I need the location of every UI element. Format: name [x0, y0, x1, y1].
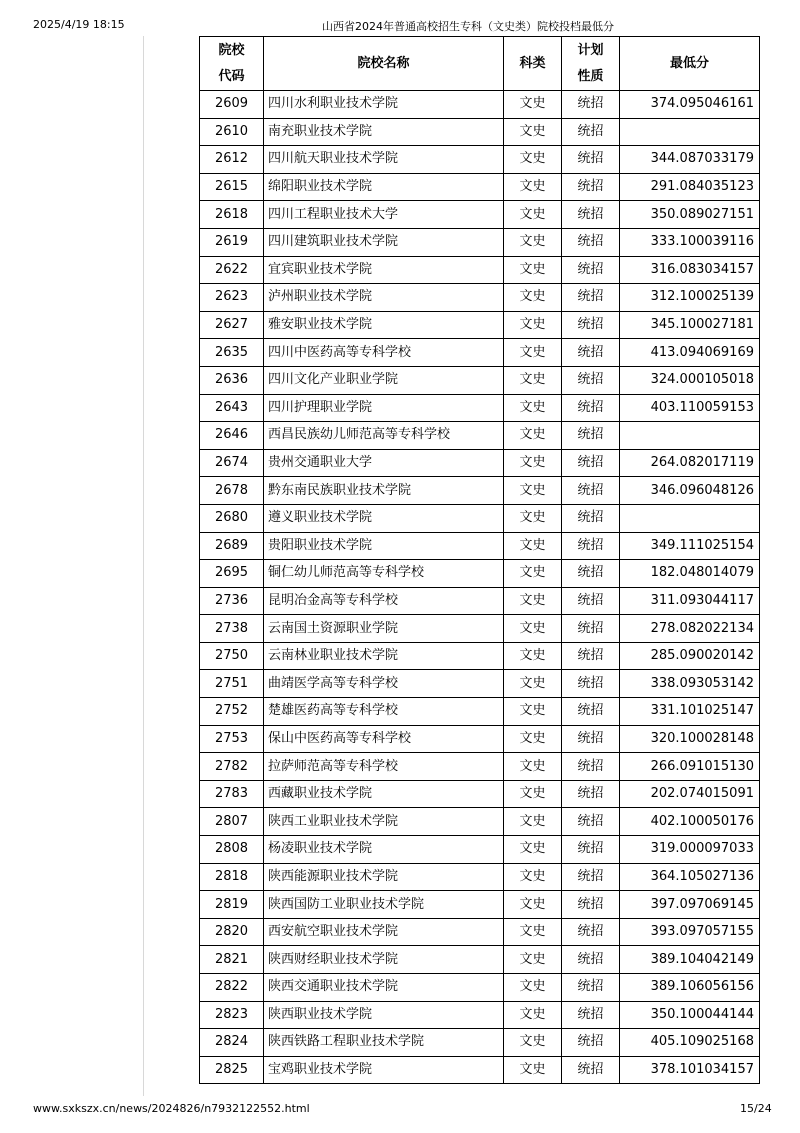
cell-college-name: 陕西交通职业技术学院	[264, 974, 504, 1002]
column-header-text: 院校	[218, 42, 245, 58]
cell-college-code: 2824	[200, 1029, 264, 1057]
table-row	[200, 1029, 760, 1057]
cell-college-code: 2825	[200, 1056, 264, 1084]
cell-plan-type: 统招	[562, 146, 620, 174]
cell-college-name: 西昌民族幼儿师范高等专科学校	[264, 422, 504, 450]
cell-plan-type: 统招	[562, 504, 620, 532]
cell-college-code: 2680	[200, 504, 264, 532]
cell-plan-type: 统招	[562, 311, 620, 339]
cell-college-name: 西藏职业技术学院	[264, 780, 504, 808]
cell-college-code: 2820	[200, 918, 264, 946]
cell-subject-category: 文史	[504, 918, 562, 946]
cell-subject-category: 文史	[504, 670, 562, 698]
cell-college-code: 2610	[200, 118, 264, 146]
cell-college-code: 2695	[200, 560, 264, 588]
cell-plan-type: 统招	[562, 808, 620, 836]
table-row	[200, 339, 760, 367]
cell-subject-category: 文史	[504, 201, 562, 229]
cell-plan-type: 统招	[562, 1056, 620, 1084]
cell-plan-type: 统招	[562, 449, 620, 477]
table-row	[200, 725, 760, 753]
cell-plan-type: 统招	[562, 173, 620, 201]
table-row	[200, 863, 760, 891]
cell-plan-type: 统招	[562, 698, 620, 726]
cell-min-score: 403.110059153	[620, 394, 760, 422]
cell-min-score: 278.082022134	[620, 615, 760, 643]
cell-subject-category: 文史	[504, 560, 562, 588]
table-row	[200, 477, 760, 505]
cell-college-name: 陕西职业技术学院	[264, 1001, 504, 1029]
cell-college-name: 宝鸡职业技术学院	[264, 1056, 504, 1084]
cell-min-score	[620, 118, 760, 146]
cell-college-code: 2636	[200, 366, 264, 394]
cell-subject-category: 文史	[504, 863, 562, 891]
cell-plan-type: 统招	[562, 615, 620, 643]
cell-college-name: 四川工程职业技术大学	[264, 201, 504, 229]
cell-min-score: 331.101025147	[620, 698, 760, 726]
cell-college-name: 云南国土资源职业学院	[264, 615, 504, 643]
table-row	[200, 201, 760, 229]
page-title: 山西省2024年普通高校招生专科（文史类）院校投档最低分	[322, 20, 614, 33]
cell-min-score: 413.094069169	[620, 339, 760, 367]
column-header-plan-type	[562, 37, 620, 91]
cell-subject-category: 文史	[504, 780, 562, 808]
cell-min-score: 402.100050176	[620, 808, 760, 836]
cell-college-code: 2674	[200, 449, 264, 477]
cell-min-score: 393.097057155	[620, 918, 760, 946]
cell-college-name: 昆明冶金高等专科学校	[264, 587, 504, 615]
cell-subject-category: 文史	[504, 587, 562, 615]
cell-college-name: 南充职业技术学院	[264, 118, 504, 146]
table-header-row	[200, 37, 760, 91]
cell-min-score: 374.095046161	[620, 91, 760, 119]
cell-min-score: 311.093044117	[620, 587, 760, 615]
cell-subject-category: 文史	[504, 725, 562, 753]
cell-college-code: 2609	[200, 91, 264, 119]
cell-plan-type: 统招	[562, 670, 620, 698]
cell-college-code: 2622	[200, 256, 264, 284]
table-row	[200, 642, 760, 670]
cell-college-name: 陕西国防工业职业技术学院	[264, 891, 504, 919]
column-header-text: 计划	[577, 42, 604, 58]
cell-college-code: 2618	[200, 201, 264, 229]
cell-college-code: 2615	[200, 173, 264, 201]
page-number: 15/24	[740, 1102, 772, 1115]
cell-min-score: 291.084035123	[620, 173, 760, 201]
cell-subject-category: 文史	[504, 118, 562, 146]
cell-college-code: 2678	[200, 477, 264, 505]
cell-min-score: 264.082017119	[620, 449, 760, 477]
cell-subject-category: 文史	[504, 808, 562, 836]
table-body	[200, 91, 760, 1084]
cell-subject-category: 文史	[504, 753, 562, 781]
cell-min-score: 350.100044144	[620, 1001, 760, 1029]
cell-college-code: 2783	[200, 780, 264, 808]
table-row	[200, 698, 760, 726]
cell-college-name: 陕西铁路工程职业技术学院	[264, 1029, 504, 1057]
cell-subject-category: 文史	[504, 339, 562, 367]
table-row	[200, 946, 760, 974]
cell-min-score: 316.083034157	[620, 256, 760, 284]
cell-subject-category: 文史	[504, 1001, 562, 1029]
cell-college-name: 曲靖医学高等专科学校	[264, 670, 504, 698]
admission-score-table	[199, 36, 760, 1084]
cell-plan-type: 统招	[562, 532, 620, 560]
column-header-text: 院校名称	[357, 55, 410, 71]
cell-min-score: 319.000097033	[620, 836, 760, 864]
cell-college-code: 2821	[200, 946, 264, 974]
cell-min-score: 364.105027136	[620, 863, 760, 891]
cell-subject-category: 文史	[504, 284, 562, 312]
cell-min-score: 389.106056156	[620, 974, 760, 1002]
cell-college-code: 2808	[200, 836, 264, 864]
cell-min-score: 344.087033179	[620, 146, 760, 174]
cell-plan-type: 统招	[562, 587, 620, 615]
cell-subject-category: 文史	[504, 891, 562, 919]
cell-plan-type: 统招	[562, 560, 620, 588]
cell-subject-category: 文史	[504, 974, 562, 1002]
table-row	[200, 366, 760, 394]
cell-subject-category: 文史	[504, 394, 562, 422]
cell-plan-type: 统招	[562, 1029, 620, 1057]
cell-college-name: 四川护理职业学院	[264, 394, 504, 422]
cell-subject-category: 文史	[504, 642, 562, 670]
cell-plan-type: 统招	[562, 256, 620, 284]
column-header-text: 代码	[218, 68, 245, 84]
cell-college-name: 楚雄医药高等专科学校	[264, 698, 504, 726]
column-header-text: 性质	[577, 68, 604, 84]
cell-min-score: 389.104042149	[620, 946, 760, 974]
cell-subject-category: 文史	[504, 422, 562, 450]
column-header-min-score	[620, 37, 760, 91]
cell-college-name: 云南林业职业技术学院	[264, 642, 504, 670]
cell-subject-category: 文史	[504, 91, 562, 119]
cell-college-code: 2627	[200, 311, 264, 339]
cell-college-name: 保山中医药高等专科学校	[264, 725, 504, 753]
cell-college-name: 宜宾职业技术学院	[264, 256, 504, 284]
table-row	[200, 422, 760, 450]
cell-college-name: 杨凌职业技术学院	[264, 836, 504, 864]
table-row	[200, 587, 760, 615]
cell-college-name: 贵阳职业技术学院	[264, 532, 504, 560]
cell-subject-category: 文史	[504, 836, 562, 864]
cell-min-score: 405.109025168	[620, 1029, 760, 1057]
table-row	[200, 311, 760, 339]
cell-subject-category: 文史	[504, 615, 562, 643]
cell-plan-type: 统招	[562, 836, 620, 864]
cell-college-name: 陕西财经职业技术学院	[264, 946, 504, 974]
cell-college-name: 西安航空职业技术学院	[264, 918, 504, 946]
cell-plan-type: 统招	[562, 1001, 620, 1029]
cell-subject-category: 文史	[504, 477, 562, 505]
cell-college-name: 陕西能源职业技术学院	[264, 863, 504, 891]
print-datetime: 2025/4/19 18:15	[33, 18, 125, 31]
cell-college-name: 陕西工业职业技术学院	[264, 808, 504, 836]
cell-college-code: 2689	[200, 532, 264, 560]
cell-min-score: 338.093053142	[620, 670, 760, 698]
cell-plan-type: 统招	[562, 422, 620, 450]
table-row	[200, 284, 760, 312]
cell-college-code: 2819	[200, 891, 264, 919]
cell-college-code: 2823	[200, 1001, 264, 1029]
cell-min-score: 285.090020142	[620, 642, 760, 670]
cell-college-code: 2753	[200, 725, 264, 753]
cell-plan-type: 统招	[562, 201, 620, 229]
cell-plan-type: 统招	[562, 477, 620, 505]
cell-college-name: 拉萨师范高等专科学校	[264, 753, 504, 781]
cell-college-code: 2736	[200, 587, 264, 615]
cell-subject-category: 文史	[504, 311, 562, 339]
table-row	[200, 146, 760, 174]
cell-college-code: 2738	[200, 615, 264, 643]
cell-subject-category: 文史	[504, 946, 562, 974]
table-row	[200, 615, 760, 643]
cell-college-name: 遵义职业技术学院	[264, 504, 504, 532]
column-header-college-name	[264, 37, 504, 91]
cell-college-name: 泸州职业技术学院	[264, 284, 504, 312]
cell-min-score: 397.097069145	[620, 891, 760, 919]
table-row	[200, 504, 760, 532]
cell-college-code: 2750	[200, 642, 264, 670]
cell-college-name: 铜仁幼儿师范高等专科学校	[264, 560, 504, 588]
cell-plan-type: 统招	[562, 339, 620, 367]
table-row	[200, 532, 760, 560]
column-header-subject-category	[504, 37, 562, 91]
table-row	[200, 394, 760, 422]
cell-subject-category: 文史	[504, 366, 562, 394]
column-header-text: 最低分	[669, 55, 709, 71]
cell-college-code: 2751	[200, 670, 264, 698]
cell-min-score: 349.111025154	[620, 532, 760, 560]
cell-plan-type: 统招	[562, 946, 620, 974]
cell-plan-type: 统招	[562, 918, 620, 946]
cell-college-code: 2623	[200, 284, 264, 312]
cell-college-code: 2643	[200, 394, 264, 422]
cell-subject-category: 文史	[504, 1029, 562, 1057]
cell-college-code: 2752	[200, 698, 264, 726]
cell-min-score: 345.100027181	[620, 311, 760, 339]
cell-college-code: 2635	[200, 339, 264, 367]
cell-plan-type: 统招	[562, 863, 620, 891]
cell-subject-category: 文史	[504, 146, 562, 174]
column-header-college-code	[200, 37, 264, 91]
cell-college-name: 四川水利职业技术学院	[264, 91, 504, 119]
table-row	[200, 974, 760, 1002]
cell-min-score	[620, 504, 760, 532]
table-row	[200, 836, 760, 864]
cell-subject-category: 文史	[504, 228, 562, 256]
cell-college-code: 2612	[200, 146, 264, 174]
table-row	[200, 256, 760, 284]
cell-subject-category: 文史	[504, 173, 562, 201]
cell-min-score: 346.096048126	[620, 477, 760, 505]
table-row	[200, 808, 760, 836]
table-row	[200, 228, 760, 256]
table-row	[200, 1001, 760, 1029]
cell-plan-type: 统招	[562, 753, 620, 781]
cell-college-name: 四川中医药高等专科学校	[264, 339, 504, 367]
cell-plan-type: 统招	[562, 91, 620, 119]
table-row	[200, 91, 760, 119]
page-margin-line	[143, 36, 144, 1096]
cell-college-name: 贵州交通职业大学	[264, 449, 504, 477]
cell-subject-category: 文史	[504, 504, 562, 532]
cell-plan-type: 统招	[562, 780, 620, 808]
cell-plan-type: 统招	[562, 394, 620, 422]
cell-plan-type: 统招	[562, 228, 620, 256]
table-row	[200, 891, 760, 919]
table-row	[200, 918, 760, 946]
table-row	[200, 118, 760, 146]
cell-min-score: 333.100039116	[620, 228, 760, 256]
cell-college-name: 绵阳职业技术学院	[264, 173, 504, 201]
cell-plan-type: 统招	[562, 284, 620, 312]
cell-college-code: 2619	[200, 228, 264, 256]
cell-plan-type: 统招	[562, 366, 620, 394]
table-row	[200, 449, 760, 477]
cell-college-code: 2646	[200, 422, 264, 450]
table-row	[200, 780, 760, 808]
cell-plan-type: 统招	[562, 118, 620, 146]
cell-subject-category: 文史	[504, 449, 562, 477]
cell-subject-category: 文史	[504, 532, 562, 560]
cell-college-code: 2818	[200, 863, 264, 891]
cell-min-score: 324.000105018	[620, 366, 760, 394]
cell-min-score: 350.089027151	[620, 201, 760, 229]
cell-plan-type: 统招	[562, 725, 620, 753]
table-row	[200, 670, 760, 698]
cell-college-name: 黔东南民族职业技术学院	[264, 477, 504, 505]
cell-min-score: 320.100028148	[620, 725, 760, 753]
cell-min-score: 266.091015130	[620, 753, 760, 781]
cell-subject-category: 文史	[504, 698, 562, 726]
cell-plan-type: 统招	[562, 974, 620, 1002]
cell-college-code: 2782	[200, 753, 264, 781]
cell-min-score: 312.100025139	[620, 284, 760, 312]
footer-url[interactable]: www.sxkszx.cn/news/2024826/n7932122552.html	[33, 1102, 310, 1115]
cell-min-score: 182.048014079	[620, 560, 760, 588]
cell-college-name: 四川建筑职业技术学院	[264, 228, 504, 256]
table-row	[200, 560, 760, 588]
cell-college-code: 2822	[200, 974, 264, 1002]
cell-min-score	[620, 422, 760, 450]
cell-college-code: 2807	[200, 808, 264, 836]
cell-subject-category: 文史	[504, 1056, 562, 1084]
cell-plan-type: 统招	[562, 642, 620, 670]
table-row	[200, 173, 760, 201]
cell-college-name: 四川文化产业职业学院	[264, 366, 504, 394]
table-row	[200, 1056, 760, 1084]
cell-plan-type: 统招	[562, 891, 620, 919]
cell-college-name: 雅安职业技术学院	[264, 311, 504, 339]
cell-min-score: 202.074015091	[620, 780, 760, 808]
cell-min-score: 378.101034157	[620, 1056, 760, 1084]
cell-college-name: 四川航天职业技术学院	[264, 146, 504, 174]
table-row	[200, 753, 760, 781]
cell-subject-category: 文史	[504, 256, 562, 284]
column-header-text: 科类	[519, 55, 546, 71]
